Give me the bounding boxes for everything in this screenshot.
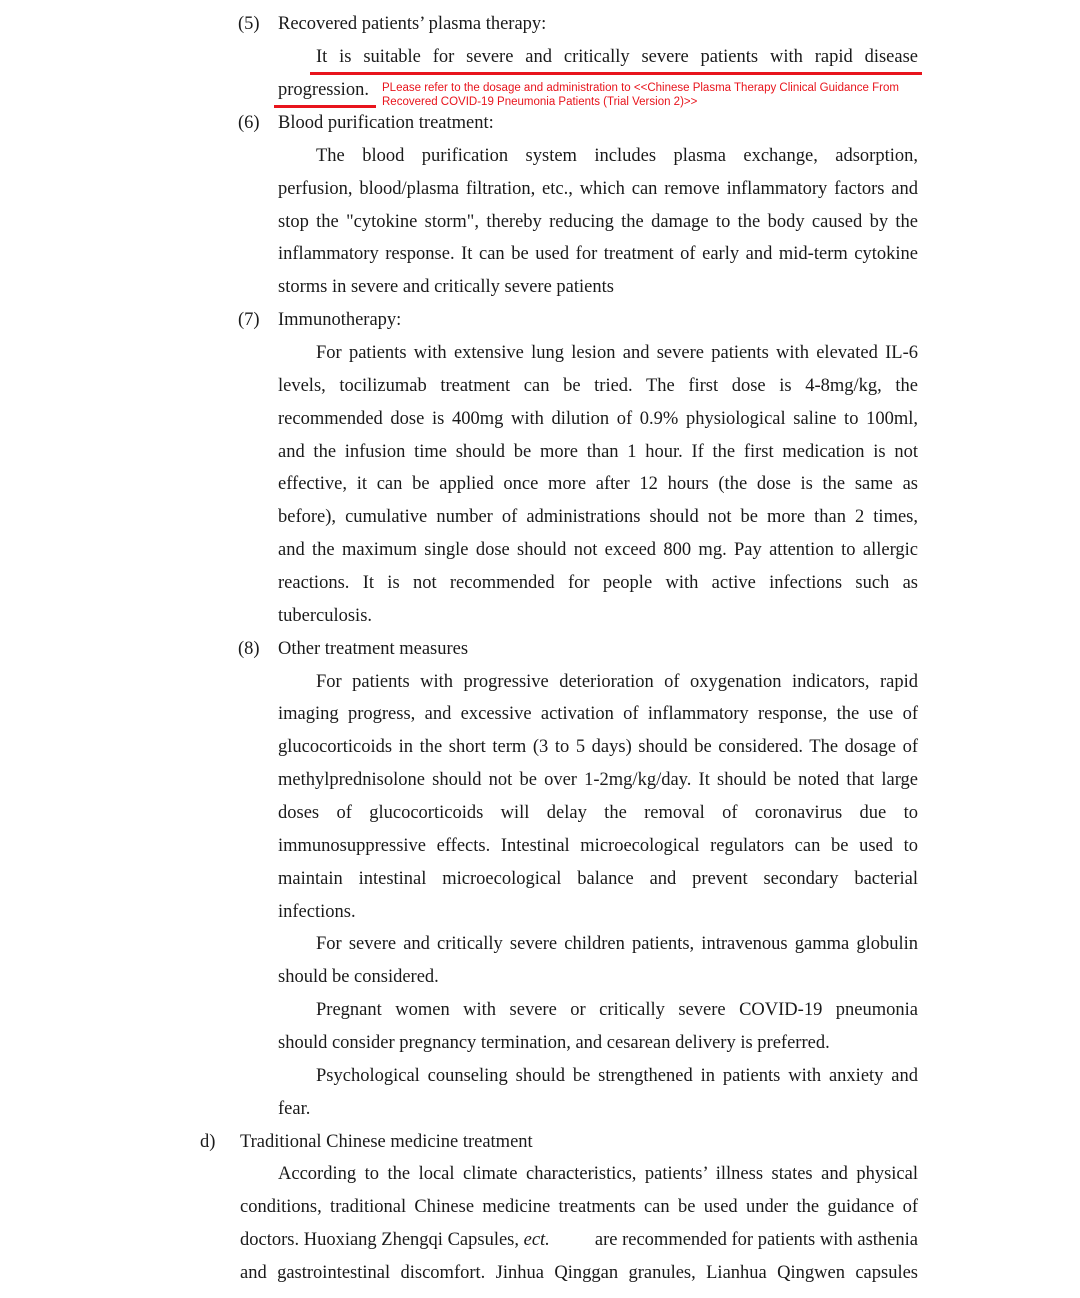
section-6-number: (6) (238, 113, 260, 133)
section-8-p2-line-1: For severe and critically severe children patients, intravenous gamma globulin (316, 934, 918, 954)
section-d-line-3-text-b: are recommended for patients with asthenia (590, 1230, 918, 1250)
section-8-p3-line-2: should consider pregnancy termination, and cesarean delivery is preferred. (278, 1033, 830, 1053)
section-7-line-1: For patients with extensive lung lesion and severe patients with elevated IL-6 (316, 343, 918, 363)
section-8-number: (8) (238, 639, 260, 659)
section-8-p1-line-2: imaging progress, and excessive activation of inflammatory response, the use of (278, 704, 918, 724)
section-5-heading: Recovered patients’ plasma therapy: (278, 14, 547, 34)
section-7-line-9: tuberculosis. (278, 606, 373, 626)
section-7-heading: Immunotherapy: (278, 310, 402, 330)
section-6-line-4: inflammatory response. It can be used for treatment of early and mid-term cytokine (278, 244, 918, 264)
section-d-heading: Traditional Chinese medicine treatment (240, 1132, 533, 1152)
annotation-text-line-1: PLease refer to the dosage and administration to <<Chinese Plasma Therapy Clinical Guidance From (382, 82, 899, 94)
section-5-line-1: It is suitable for severe and critically severe patients with rapid disease (316, 47, 918, 67)
section-8-p1-line-8: infections. (278, 902, 356, 922)
annotation-underline-1 (310, 72, 922, 75)
section-d-line-2: conditions, traditional Chinese medicine treatments can be used under the guidance of (240, 1197, 918, 1217)
section-8-p2-line-2: should be considered. (278, 967, 439, 987)
section-d-line-3 (240, 1224, 918, 1257)
section-6-line-3: stop the "cytokine storm", thereby reducing the damage to the body caused by the (278, 212, 918, 232)
section-6-heading: Blood purification treatment: (278, 113, 494, 133)
section-7-line-7: and the maximum single dose should not exceed 800 mg. Pay attention to allergic (278, 540, 918, 560)
section-8-p1-line-7: maintain intestinal microecological balance and prevent secondary bacterial (278, 869, 918, 889)
section-6-line-1: The blood purification system includes plasma exchange, adsorption, (316, 146, 918, 166)
section-d-line-1: According to the local climate characteristics, patients’ illness states and physical (278, 1164, 918, 1184)
section-d-number: d) (200, 1132, 216, 1152)
section-5-number: (5) (238, 14, 260, 34)
section-8-p3-line-1: Pregnant women with severe or critically severe COVID-19 pneumonia (316, 1000, 918, 1020)
section-d-line-3-part-1 (240, 1224, 550, 1257)
section-7-line-5: effective, it can be applied once more after 12 hours (the dose is the same as (278, 474, 918, 494)
section-6-line-5: storms in severe and critically severe patients (278, 277, 614, 297)
section-7-line-3: recommended dose is 400mg with dilution of 0.9% physiological saline to 100ml, (278, 409, 918, 429)
section-7-line-6: before), cumulative number of administrations should not be more than 2 times, (278, 507, 918, 527)
section-d-line-3-italic: ect. (523, 1230, 550, 1250)
section-8-p1-line-1: For patients with progressive deterioration of oxygenation indicators, rapid (316, 672, 918, 692)
annotation-text-line-2: Recovered COVID-19 Pneumonia Patients (Trial Version 2)>> (382, 96, 698, 108)
section-8-heading: Other treatment measures (278, 639, 469, 659)
section-8-p1-line-5: doses of glucocorticoids will delay the removal of coronavirus due to (278, 803, 918, 823)
section-7-line-4: and the infusion time should be more than 1 hour. If the first medication is not (278, 442, 918, 462)
section-d-line-3-text-a: doctors. Huoxiang Zhengqi Capsules, (240, 1230, 524, 1250)
section-8-p1-line-4: methylprednisolone should not be over 1-2mg/kg/day. It should be noted that large (278, 770, 918, 790)
section-8-p4-line-1: Psychological counseling should be strengthened in patients with anxiety and (316, 1066, 918, 1086)
section-6-line-2: perfusion, blood/plasma filtration, etc., which can remove inflammatory factors and (278, 179, 918, 199)
section-d-line-4: and gastrointestinal discomfort. Jinhua Qinggan granules, Lianhua Qingwen capsules (240, 1263, 918, 1283)
section-8-p1-line-3: glucocorticoids in the short term (3 to 5 days) should be considered. The dosage of (278, 737, 918, 757)
section-7-line-2: levels, tocilizumab treatment can be tried. The first dose is 4-8mg/kg, the (278, 376, 918, 396)
section-7-line-8: reactions. It is not recommended for people with active infections such as (278, 573, 918, 593)
section-8-p4-line-2: fear. (278, 1099, 311, 1119)
section-8-p1-line-6: immunosuppressive effects. Intestinal microecological regulators can be used to (278, 836, 918, 856)
section-5-line-2: progression. (278, 80, 369, 100)
section-7-number: (7) (238, 310, 260, 330)
